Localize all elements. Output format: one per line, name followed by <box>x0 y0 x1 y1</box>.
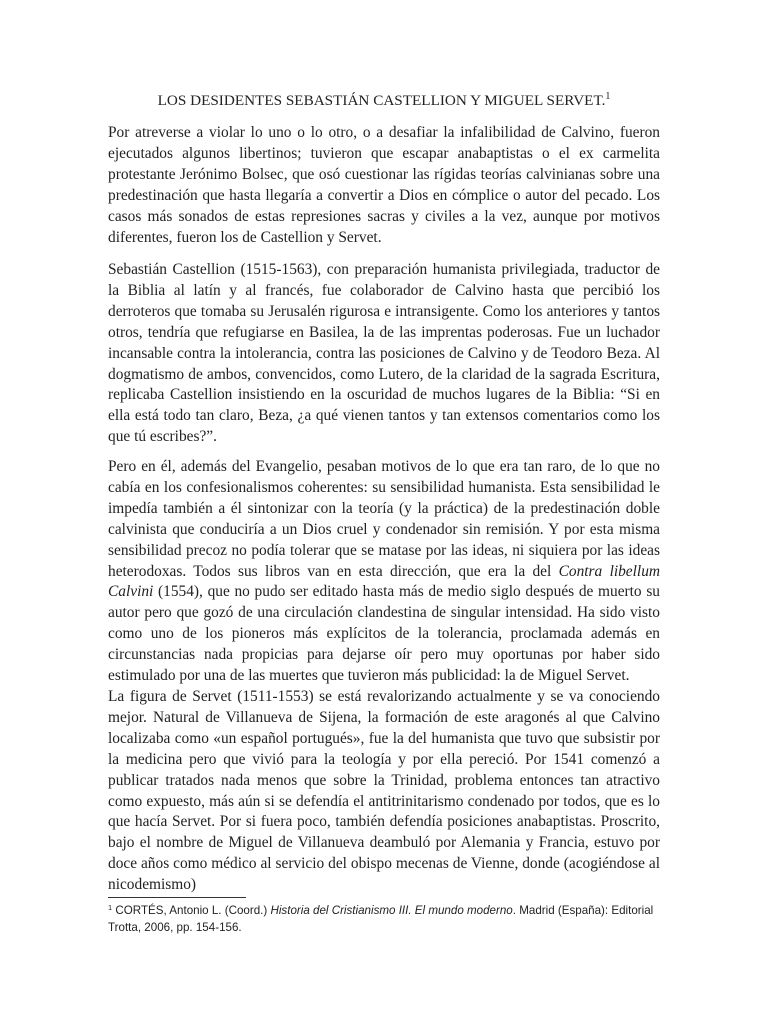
book-title-italic: Contra libellum Calvini <box>108 562 661 601</box>
paragraph-3 <box>108 457 660 687</box>
footnote-separator <box>108 897 246 898</box>
footnote-reference: 1 <box>605 91 611 102</box>
paragraph-3-text-start: Pero en él, además del Evangelio, pesaban motivos de lo que era tan raro, de lo que no cabía en los confesionalismos coherentes: su sensibilidad humanista. Esta sensibilidad le impedía también a él sintonizar con la teoría (y la práctica) de la predestinación doble calvinista que conduciría a un Dios cruel y condenador sin remisión. Y por esta misma sensibilidad precoz no podía tolerar que se matase por las ideas, ni siquiera por las ideas heterodoxas. Todos sus libros van en esta dirección, que era la del <box>108 458 660 580</box>
paragraph-3-text-end: (1554), que no pudo ser editado hasta más de medio siglo después de muerto su autor pero que gozó de una circulación clandestina de singular intensidad. Ha sido visto como uno de los pioneros más explícitos de la tolerancia, proclamada además en circunstancias nada propicias para dejarse oír pero muy oportunas por haber sido estimulado por una de las muertes que tuvieron más publicidad: la de Miguel Servet. <box>108 583 660 685</box>
footnote-marker: 1 <box>108 903 113 912</box>
footnote-text-end: . Madrid (España): Editorial Trotta, 2006, pp. 154-156. <box>108 904 654 934</box>
footnote-book-title: Historia del Cristianismo III. El mundo moderno <box>270 904 513 917</box>
paragraph-2: Sebastián Castellion (1515-1563), con preparación humanista privilegiada, traductor de la Biblia al latín y al francés, fue colaborador de Calvino hasta que percibió los derroteros que tomaba su Jerusalén rigurosa e intransigente. Como los anteriores y tantos otros, tendría que refugiarse en Basilea, la de las imprentas poderosas. Fue un luchador incansable contra la intolerancia, contra las posiciones de Calvino y de Teodoro Beza. Al dogmatismo de ambos, convencidos, como Lutero, de la claridad de la sagrada Escritura, replicaba Castellion insistiendo en la oscuridad de muchos lugares de la Biblia: “Si en ella está todo tan claro, Beza, ¿a qué vienen tantos y tan extensos comentarios como los que tú escribes?”. <box>108 261 660 446</box>
document-title-text: LOS DESIDENTES SEBASTIÁN CASTELLION Y MIGUEL SERVET. <box>157 92 606 109</box>
footnote <box>108 902 660 936</box>
paragraph-4: La figura de Servet (1511-1553) se está revalorizando actualmente y se va conociendo mejor. Natural de Villanueva de Sijena, la formación de este aragonés al que Calvino localizaba como «un español portugués», fue la del humanista que tuvo que subsistir por la medicina pero que vivió para la teología y por ella pereció. Por 1541 comenzó a publicar tratados nada menos que sobre la Trinidad, problema entonces tan atractivo como expuesto, más aún si se defendía el antitrinitarismo condenado por todos, que es lo que hacía Servet. Por si fuera poco, también defendía posiciones anabaptistas. Proscrito, bajo el nombre de Miguel de Villanueva deambuló por Alemania y Francia, estuvo por doce años como médico al servicio del obispo mecenas de Vienne, donde (acogiéndose al nicodemismo) <box>108 688 660 894</box>
footnote-text-start: CORTÉS, Antonio L. (Coord.) <box>112 904 271 917</box>
paragraph-1: Por atreverse a violar lo uno o lo otro, o a desafiar la infalibilidad de Calvino, fueron ejecutados algunos libertinos; tuvieron que escapar anabaptistas o el ex carmelita protestante Jerónimo Bolsec, que osó cuestionar las rígidas teorías calvinianas sobre una predestinación que hasta llegaría a convertir a Dios en cómplice o autor del pecado. Los casos más sonados de estas represiones sacras y civiles a la vez, aunque por motivos diferentes, fueron los de Castellion y Servet. <box>108 124 660 246</box>
document-title <box>110 92 658 110</box>
